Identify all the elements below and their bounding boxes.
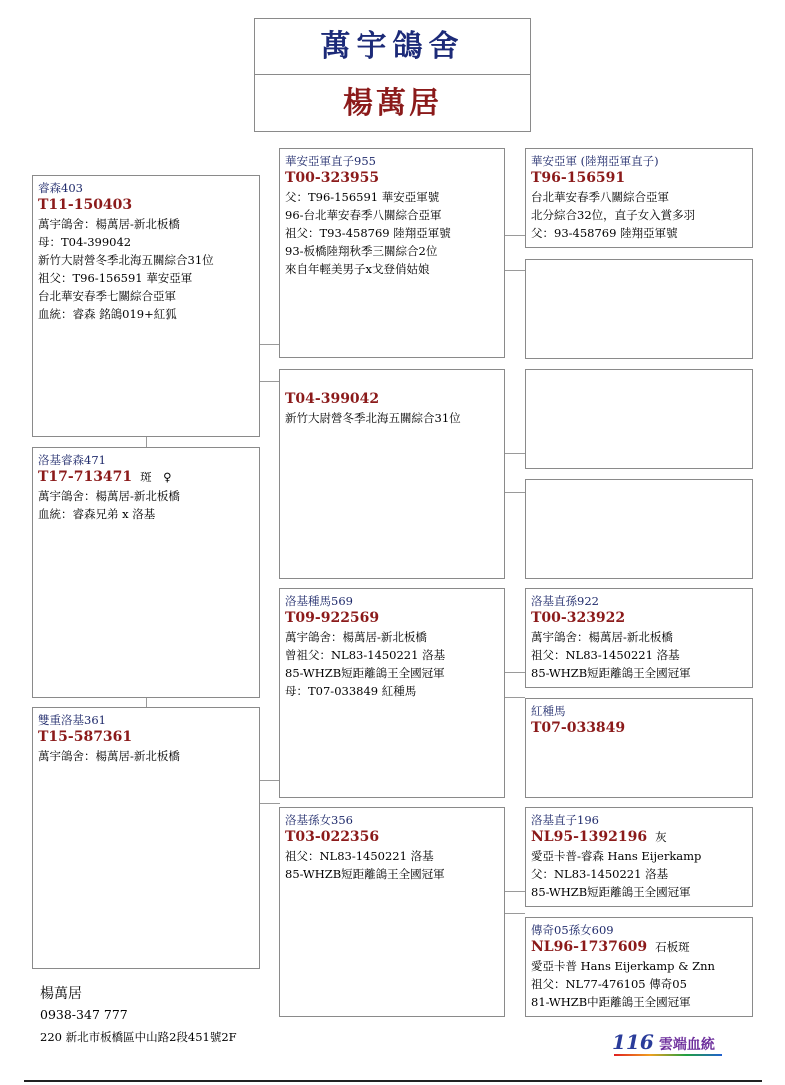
bird-detail: 愛亞卡普-睿森 Hans Eijerkamp: [531, 849, 702, 863]
connector-line: [504, 913, 525, 914]
pedigree-card-ss-dam: [525, 259, 753, 359]
bird-detail: 85-WHZB短距離鴿王全國冠軍: [531, 666, 691, 680]
bird-detail: 96-台北華安春季八關綜合亞軍: [285, 208, 442, 222]
ring-number: T03-022356: [285, 829, 380, 845]
bird-detail: 母：T07-033849 紅種馬: [285, 684, 417, 698]
connector-line: [504, 235, 525, 236]
bird-detail: 台北華安春季七關綜合亞軍: [38, 289, 176, 303]
bird-detail: 萬宇鴿舍：楊萬居-新北板橋: [38, 749, 180, 763]
bird-detail: 祖父：NL83-1450221 洛基: [285, 849, 434, 863]
footer-phone: 0938-347 777: [40, 1007, 128, 1022]
bird-name: 華安亞軍直子955: [285, 154, 376, 168]
loft-name: 萬宇鴿舍: [320, 29, 465, 64]
ring-number: T09-922569: [285, 610, 380, 626]
bird-detail: 81-WHZB中距離鴿王全國冠軍: [531, 995, 691, 1009]
connector-line: [504, 492, 525, 493]
connector-line: [259, 780, 280, 781]
logo-underline: [614, 1054, 722, 1056]
bird-name: 洛基種馬569: [285, 594, 353, 608]
bird-detail: 北分綜合32位，直子女入賞多羽: [531, 208, 696, 222]
bird-detail: 曾祖父：NL83-1450221 洛基: [285, 648, 446, 662]
header-box: [254, 18, 531, 132]
ring-number: T00-323955: [285, 170, 380, 186]
bird-detail: 85-WHZB短距離鴿王全國冠軍: [285, 666, 445, 680]
bird-detail: 85-WHZB短距離鴿王全國冠軍: [531, 885, 691, 899]
connector-line: [259, 344, 280, 345]
pedigree-card-sd-dam: [525, 479, 753, 579]
pedigree-card-ss-sire: [525, 148, 753, 248]
bird-detail: 萬宇鴿舍：楊萬居-新北板橋: [285, 630, 427, 644]
ring-number: T96-156591: [531, 170, 626, 186]
bottom-rule: [24, 1080, 762, 1082]
bird-detail: 萬宇鴿舍：楊萬居-新北板橋: [531, 630, 673, 644]
pedigree-card-dam: [32, 707, 260, 969]
bird-name: 洛基直子196: [531, 813, 599, 827]
footer-address: 220 新北市板橋區中山路2段451號2F: [40, 1030, 237, 1044]
pedigree-card-ds-dam: [525, 698, 753, 798]
pedigree-card-sire: [32, 175, 260, 437]
bird-name: 華安亞軍 (陸翔亞軍直子): [531, 154, 659, 168]
bird-detail: 祖父：T93-458769 陸翔亞軍號: [285, 226, 451, 240]
bird-detail: 85-WHZB短距離鴿王全國冠軍: [285, 867, 445, 881]
bird-detail: 來自年輕美男子x戈登俏姑娘: [285, 262, 430, 276]
bird-name: 睿森403: [38, 181, 83, 195]
bird-detail: 父：93-458769 陸翔亞軍號: [531, 226, 678, 240]
footer-owner: 楊萬居: [40, 986, 82, 1002]
bird-detail: 萬宇鴿舍：楊萬居-新北板橋: [38, 489, 180, 503]
bird-detail: 母：T04-399042: [38, 235, 132, 249]
bird-detail: 新竹大尉營冬季北海五關綜合31位: [285, 411, 461, 425]
ring-number: NL96-1737609 石板斑: [531, 939, 690, 955]
bird-detail: 父：T96-156591 華安亞軍號: [285, 190, 440, 204]
ring-number: T17-713471 斑 ♀: [38, 469, 172, 485]
pedigree-card-dam-dam: [279, 807, 505, 1017]
connector-line: [504, 672, 525, 673]
connector-line: [146, 436, 147, 447]
ring-number: NL95-1392196 灰: [531, 829, 667, 845]
pedigree-card-dd-dam: [525, 917, 753, 1017]
ring-number: T04-399042: [285, 391, 380, 407]
bird-detail: 93-板橋陸翔秋季三關綜合2位: [285, 244, 438, 258]
pedigree-card-ds-sire: [525, 588, 753, 688]
header-divider: [255, 74, 530, 75]
bird-detail: 祖父：NL77-476105 傳奇05: [531, 977, 687, 991]
logo-text: 雲端血統: [658, 1037, 715, 1053]
connector-line: [259, 381, 280, 382]
bird-name: 洛基直孫922: [531, 594, 599, 608]
bird-detail: 祖父：NL83-1450221 洛基: [531, 648, 680, 662]
bird-name: 紅種馬: [531, 704, 566, 718]
bird-detail: 新竹大尉營冬季北海五關綜合31位: [38, 253, 214, 267]
pedigree-card-dam-sire: [279, 588, 505, 798]
connector-line: [504, 453, 525, 454]
brand-logo: [612, 1030, 732, 1058]
pedigree-card-dd-sire: [525, 807, 753, 907]
footer-contact: [40, 984, 280, 1054]
bird-name: 洛基孫女356: [285, 813, 353, 827]
bird-detail: 台北華安春季八關綜合亞軍: [531, 190, 669, 204]
pedigree-card-subject: [32, 447, 260, 698]
pedigree-card-sire-dam: [279, 369, 505, 579]
connector-line: [504, 270, 525, 271]
pedigree-card-sd-sire: [525, 369, 753, 469]
ring-number: T15-587361: [38, 729, 133, 745]
bird-detail: 祖父：T96-156591 華安亞軍: [38, 271, 193, 285]
bird-detail: 血統：睿森 銘鴿019+紅狐: [38, 307, 177, 321]
connector-line: [259, 803, 280, 804]
owner-name: 楊萬居: [343, 86, 442, 121]
connector-line: [504, 891, 525, 892]
bird-detail: 愛亞卡普 Hans Eijerkamp & Znn: [531, 959, 715, 973]
bird-detail: 萬宇鴿舍：楊萬居-新北板橋: [38, 217, 180, 231]
logo-number: 116: [612, 1030, 654, 1054]
bird-detail: 父：NL83-1450221 洛基: [531, 867, 669, 881]
pedigree-card-sire-sire: [279, 148, 505, 358]
ring-number: T07-033849: [531, 720, 626, 736]
bird-detail: 血統：睿森兄弟 x 洛基: [38, 507, 156, 521]
ring-number: T00-323922: [531, 610, 626, 626]
bird-name: 洛基睿森471: [38, 453, 106, 467]
connector-line: [504, 697, 525, 698]
bird-name: 傳奇05孫女609: [531, 923, 614, 937]
ring-number: T11-150403: [38, 197, 133, 213]
bird-name: [285, 374, 499, 390]
bird-name: 雙重洛基361: [38, 713, 106, 727]
